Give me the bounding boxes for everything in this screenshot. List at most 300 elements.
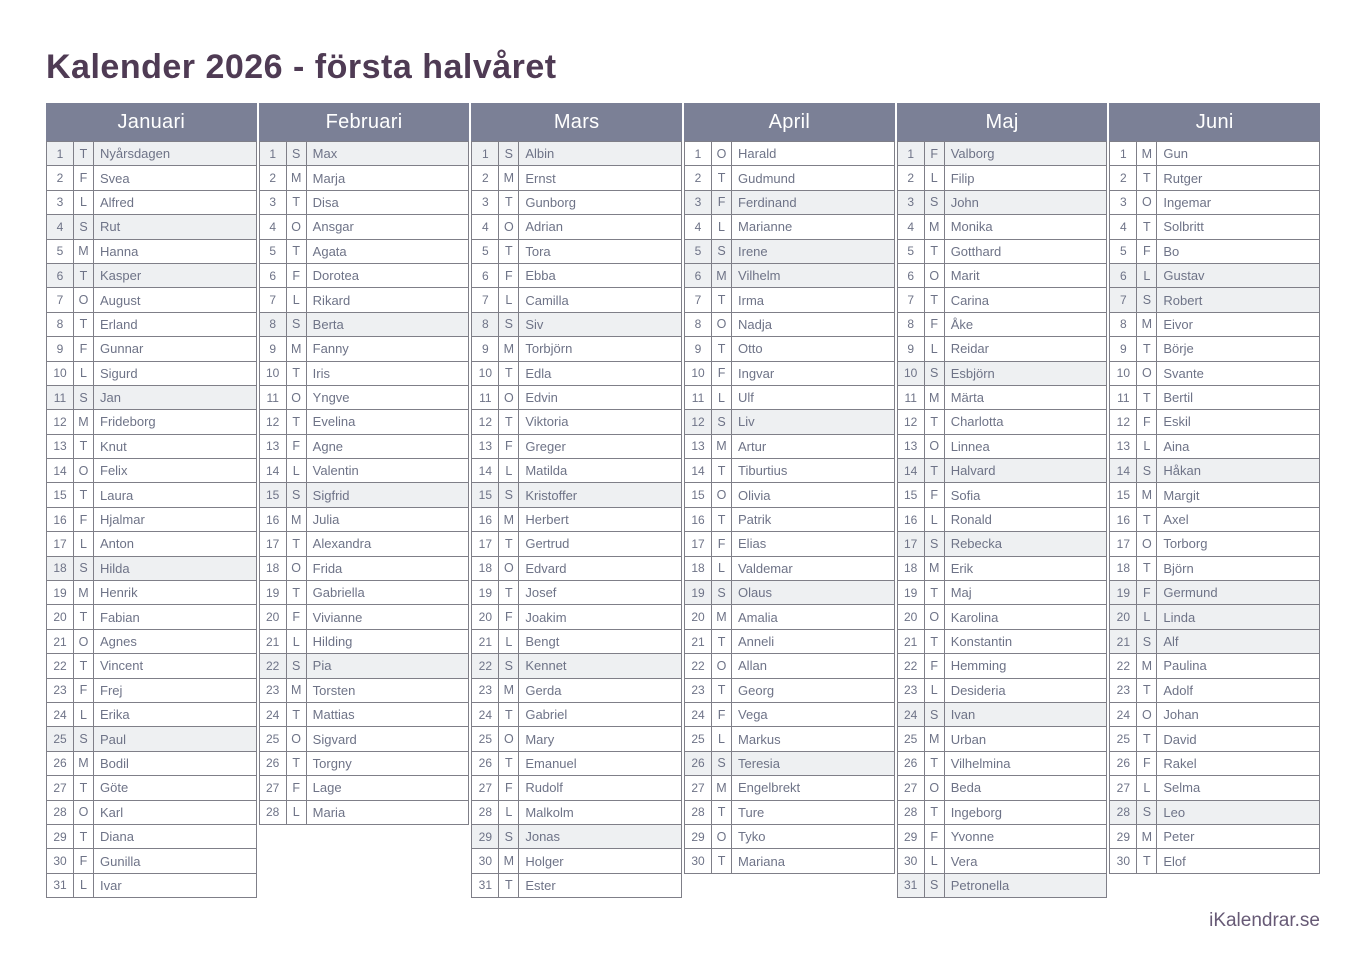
day-row	[259, 288, 469, 312]
day-row	[259, 166, 469, 190]
weekday-letter: T	[286, 410, 306, 434]
weekday-letter: O	[924, 263, 944, 287]
name-day-label: Agne	[306, 434, 469, 458]
name-day-label: Ferdinand	[732, 190, 895, 214]
day-row	[47, 678, 257, 702]
name-day-label: Hemming	[944, 654, 1107, 678]
name-day-label: Alf	[1157, 629, 1320, 653]
name-day-label: Karolina	[944, 605, 1107, 629]
day-row	[685, 434, 895, 458]
weekday-letter: O	[286, 385, 306, 409]
day-row	[897, 629, 1107, 653]
day-row	[1110, 337, 1320, 361]
weekday-letter: F	[286, 434, 306, 458]
day-number: 1	[1110, 142, 1137, 166]
day-number: 9	[472, 337, 499, 361]
day-number: 11	[259, 385, 286, 409]
weekday-letter: M	[924, 727, 944, 751]
weekday-letter: M	[712, 434, 732, 458]
name-day-label: Julia	[306, 507, 469, 531]
name-day-label: Adolf	[1157, 678, 1320, 702]
weekday-letter: L	[924, 678, 944, 702]
day-number: 4	[472, 215, 499, 239]
day-row	[1110, 605, 1320, 629]
day-row	[685, 532, 895, 556]
day-row	[685, 727, 895, 751]
weekday-letter: O	[1137, 532, 1157, 556]
weekday-letter: L	[499, 629, 519, 653]
day-number: 23	[685, 678, 712, 702]
weekday-letter: L	[712, 727, 732, 751]
name-day-label: Gudmund	[732, 166, 895, 190]
name-day-label: Rebecka	[944, 532, 1107, 556]
day-number: 4	[259, 215, 286, 239]
name-day-label: Frida	[306, 556, 469, 580]
day-row	[472, 776, 682, 800]
weekday-letter: M	[712, 776, 732, 800]
weekday-letter: L	[74, 702, 94, 726]
name-day-label: Konstantin	[944, 629, 1107, 653]
month-table	[259, 141, 470, 825]
day-row	[47, 654, 257, 678]
day-number: 17	[472, 532, 499, 556]
name-day-label: Harald	[732, 142, 895, 166]
name-day-label: Marit	[944, 263, 1107, 287]
day-number: 29	[1110, 824, 1137, 848]
name-day-label: Henrik	[94, 581, 257, 605]
weekday-letter: O	[74, 459, 94, 483]
day-row	[259, 532, 469, 556]
day-row	[1110, 385, 1320, 409]
weekday-letter: T	[286, 702, 306, 726]
name-day-label: Håkan	[1157, 459, 1320, 483]
name-day-label: Agata	[306, 239, 469, 263]
day-number: 21	[1110, 629, 1137, 653]
day-number: 11	[472, 385, 499, 409]
day-row	[472, 507, 682, 531]
day-number: 18	[1110, 556, 1137, 580]
weekday-letter: M	[712, 263, 732, 287]
weekday-letter: M	[286, 678, 306, 702]
weekday-letter: F	[286, 263, 306, 287]
day-row	[259, 556, 469, 580]
day-number: 26	[1110, 751, 1137, 775]
name-day-label: Valdemar	[732, 556, 895, 580]
day-number: 16	[472, 507, 499, 531]
day-row	[259, 385, 469, 409]
day-number: 3	[472, 190, 499, 214]
weekday-letter: S	[1137, 800, 1157, 824]
weekday-letter: T	[712, 629, 732, 653]
day-number: 21	[685, 629, 712, 653]
weekday-letter: T	[712, 166, 732, 190]
day-number: 30	[685, 849, 712, 873]
day-row	[47, 751, 257, 775]
day-row	[897, 849, 1107, 873]
name-day-label: Laura	[94, 483, 257, 507]
day-number: 10	[1110, 361, 1137, 385]
day-number: 22	[685, 654, 712, 678]
day-row	[47, 263, 257, 287]
name-day-label: Matilda	[519, 459, 682, 483]
weekday-letter: L	[74, 190, 94, 214]
day-number: 3	[897, 190, 924, 214]
name-day-label: Robert	[1157, 288, 1320, 312]
month-juni	[1109, 103, 1320, 898]
weekday-letter: T	[499, 702, 519, 726]
day-number: 10	[47, 361, 74, 385]
name-day-label: Irene	[732, 239, 895, 263]
weekday-letter: L	[924, 507, 944, 531]
day-row	[1110, 190, 1320, 214]
weekday-letter: T	[286, 532, 306, 556]
day-number: 19	[1110, 581, 1137, 605]
day-number: 6	[897, 263, 924, 287]
day-row	[47, 605, 257, 629]
name-day-label: Kennet	[519, 654, 682, 678]
day-row	[1110, 702, 1320, 726]
day-row	[259, 751, 469, 775]
name-day-label: Karl	[94, 800, 257, 824]
weekday-letter: L	[1137, 434, 1157, 458]
day-number: 24	[259, 702, 286, 726]
weekday-letter: T	[1137, 849, 1157, 873]
day-row	[259, 727, 469, 751]
weekday-letter: T	[712, 800, 732, 824]
day-number: 11	[685, 385, 712, 409]
day-row	[472, 800, 682, 824]
weekday-letter: T	[1137, 337, 1157, 361]
name-day-label: Rudolf	[519, 776, 682, 800]
day-number: 22	[47, 654, 74, 678]
day-number: 24	[472, 702, 499, 726]
day-row	[1110, 288, 1320, 312]
day-number: 26	[685, 751, 712, 775]
day-row	[259, 215, 469, 239]
day-number: 7	[1110, 288, 1137, 312]
day-number: 29	[47, 824, 74, 848]
weekday-letter: F	[499, 776, 519, 800]
weekday-letter: O	[74, 629, 94, 653]
name-day-label: Amalia	[732, 605, 895, 629]
name-day-label: Vera	[944, 849, 1107, 873]
weekday-letter: L	[924, 166, 944, 190]
weekday-letter: M	[286, 507, 306, 531]
day-number: 23	[1110, 678, 1137, 702]
name-day-label: Sofia	[944, 483, 1107, 507]
day-row	[1110, 312, 1320, 336]
day-row	[1110, 800, 1320, 824]
day-number: 30	[897, 849, 924, 873]
day-number: 28	[259, 800, 286, 824]
weekday-letter: F	[499, 605, 519, 629]
day-row	[897, 776, 1107, 800]
weekday-letter: T	[74, 776, 94, 800]
day-row	[259, 434, 469, 458]
name-day-label: Eivor	[1157, 312, 1320, 336]
name-day-label: Paul	[94, 727, 257, 751]
name-day-label: Maj	[944, 581, 1107, 605]
weekday-letter: F	[712, 361, 732, 385]
name-day-label: Ebba	[519, 263, 682, 287]
day-row	[472, 459, 682, 483]
day-number: 28	[1110, 800, 1137, 824]
weekday-letter: T	[499, 410, 519, 434]
day-number: 27	[1110, 776, 1137, 800]
day-number: 19	[259, 581, 286, 605]
day-number: 24	[685, 702, 712, 726]
day-row	[472, 215, 682, 239]
weekday-letter: F	[712, 702, 732, 726]
name-day-label: Alexandra	[306, 532, 469, 556]
name-day-label: Viktoria	[519, 410, 682, 434]
weekday-letter: M	[924, 215, 944, 239]
weekday-letter: L	[286, 800, 306, 824]
name-day-label: Erland	[94, 312, 257, 336]
weekday-letter: T	[74, 824, 94, 848]
day-number: 13	[472, 434, 499, 458]
name-day-label: Charlotta	[944, 410, 1107, 434]
day-number: 21	[897, 629, 924, 653]
day-row	[259, 337, 469, 361]
weekday-letter: L	[499, 288, 519, 312]
weekday-letter: M	[499, 337, 519, 361]
day-number: 13	[47, 434, 74, 458]
weekday-letter: T	[712, 337, 732, 361]
name-day-label: Olaus	[732, 581, 895, 605]
name-day-label: Ingeborg	[944, 800, 1107, 824]
name-day-label: Bodil	[94, 751, 257, 775]
weekday-letter: L	[74, 361, 94, 385]
weekday-letter: S	[286, 483, 306, 507]
weekday-letter: L	[499, 800, 519, 824]
day-row	[897, 532, 1107, 556]
weekday-letter: S	[74, 215, 94, 239]
name-day-label: Gunnar	[94, 337, 257, 361]
weekday-letter: F	[1137, 410, 1157, 434]
day-number: 17	[685, 532, 712, 556]
day-number: 29	[472, 824, 499, 848]
day-row	[472, 288, 682, 312]
day-number: 8	[259, 312, 286, 336]
day-row	[259, 507, 469, 531]
weekday-letter: M	[712, 605, 732, 629]
name-day-label: Hanna	[94, 239, 257, 263]
name-day-label: Albin	[519, 142, 682, 166]
day-number: 3	[259, 190, 286, 214]
day-row	[685, 312, 895, 336]
weekday-letter: T	[286, 581, 306, 605]
day-number: 26	[472, 751, 499, 775]
day-row	[47, 824, 257, 848]
day-row	[47, 873, 257, 897]
weekday-letter: S	[924, 361, 944, 385]
day-row	[685, 263, 895, 287]
name-day-label: Alfred	[94, 190, 257, 214]
name-day-label: Gabriella	[306, 581, 469, 605]
weekday-letter: L	[712, 385, 732, 409]
day-number: 5	[1110, 239, 1137, 263]
weekday-letter: S	[712, 581, 732, 605]
day-row	[472, 410, 682, 434]
day-row	[685, 556, 895, 580]
day-number: 29	[897, 824, 924, 848]
name-day-label: Ronald	[944, 507, 1107, 531]
day-number: 1	[47, 142, 74, 166]
weekday-letter: M	[286, 166, 306, 190]
day-number: 9	[897, 337, 924, 361]
day-row	[685, 654, 895, 678]
day-number: 7	[472, 288, 499, 312]
name-day-label: Petronella	[944, 873, 1107, 897]
day-row	[897, 434, 1107, 458]
name-day-label: Joakim	[519, 605, 682, 629]
day-row	[1110, 142, 1320, 166]
day-row	[685, 361, 895, 385]
name-day-label: Johan	[1157, 702, 1320, 726]
day-row	[897, 239, 1107, 263]
day-row	[472, 190, 682, 214]
day-number: 5	[897, 239, 924, 263]
day-row	[685, 190, 895, 214]
day-row	[47, 556, 257, 580]
weekday-letter: L	[74, 532, 94, 556]
name-day-label: Åke	[944, 312, 1107, 336]
day-number: 5	[259, 239, 286, 263]
name-day-label: Gunilla	[94, 849, 257, 873]
name-day-label: Siv	[519, 312, 682, 336]
day-number: 2	[259, 166, 286, 190]
day-number: 6	[47, 263, 74, 287]
day-row	[1110, 556, 1320, 580]
day-number: 30	[1110, 849, 1137, 873]
day-row	[472, 312, 682, 336]
month-mars	[471, 103, 682, 898]
weekday-letter: T	[286, 751, 306, 775]
day-row	[1110, 215, 1320, 239]
weekday-letter: S	[499, 824, 519, 848]
weekday-letter: T	[1137, 385, 1157, 409]
weekday-letter: S	[499, 483, 519, 507]
day-number: 26	[259, 751, 286, 775]
day-number: 28	[47, 800, 74, 824]
weekday-letter: L	[499, 459, 519, 483]
day-row	[259, 190, 469, 214]
day-number: 14	[1110, 459, 1137, 483]
day-row	[685, 483, 895, 507]
weekday-letter: F	[499, 434, 519, 458]
day-row	[259, 654, 469, 678]
name-day-label: Desideria	[944, 678, 1107, 702]
day-row	[1110, 824, 1320, 848]
name-day-label: Hilding	[306, 629, 469, 653]
name-day-label: Holger	[519, 849, 682, 873]
day-row	[472, 434, 682, 458]
weekday-letter: O	[924, 605, 944, 629]
weekday-letter: O	[712, 312, 732, 336]
weekday-letter: T	[924, 410, 944, 434]
calendar-grid	[46, 103, 1320, 898]
day-number: 19	[685, 581, 712, 605]
weekday-letter: O	[286, 727, 306, 751]
day-row	[1110, 751, 1320, 775]
weekday-letter: M	[924, 556, 944, 580]
name-day-label: Torsten	[306, 678, 469, 702]
name-day-label: Filip	[944, 166, 1107, 190]
day-row	[685, 824, 895, 848]
day-row	[47, 312, 257, 336]
name-day-label: Disa	[306, 190, 469, 214]
weekday-letter: M	[1137, 824, 1157, 848]
day-number: 8	[685, 312, 712, 336]
day-row	[685, 581, 895, 605]
name-day-label: Linnea	[944, 434, 1107, 458]
weekday-letter: L	[1137, 605, 1157, 629]
day-row	[1110, 507, 1320, 531]
day-row	[1110, 581, 1320, 605]
day-number: 14	[685, 459, 712, 483]
name-day-label: Fabian	[94, 605, 257, 629]
weekday-letter: S	[499, 312, 519, 336]
weekday-letter: T	[74, 434, 94, 458]
name-day-label: Herbert	[519, 507, 682, 531]
day-row	[47, 800, 257, 824]
weekday-letter: L	[924, 337, 944, 361]
day-number: 10	[259, 361, 286, 385]
weekday-letter: F	[924, 142, 944, 166]
name-day-label: Bengt	[519, 629, 682, 653]
day-number: 20	[472, 605, 499, 629]
day-row	[897, 142, 1107, 166]
weekday-letter: T	[499, 581, 519, 605]
day-number: 18	[685, 556, 712, 580]
weekday-letter: T	[712, 288, 732, 312]
day-row	[685, 385, 895, 409]
day-row	[472, 873, 682, 897]
weekday-letter: O	[712, 824, 732, 848]
day-number: 31	[472, 873, 499, 897]
name-day-label: Markus	[732, 727, 895, 751]
day-number: 18	[472, 556, 499, 580]
day-row	[47, 483, 257, 507]
day-row	[259, 410, 469, 434]
name-day-label: Erik	[944, 556, 1107, 580]
day-row	[259, 605, 469, 629]
name-day-label: Eskil	[1157, 410, 1320, 434]
weekday-letter: T	[924, 459, 944, 483]
weekday-letter: M	[286, 337, 306, 361]
name-day-label: Solbritt	[1157, 215, 1320, 239]
weekday-letter: F	[924, 312, 944, 336]
day-row	[897, 312, 1107, 336]
weekday-letter: L	[1137, 263, 1157, 287]
day-row	[259, 263, 469, 287]
day-row	[472, 142, 682, 166]
weekday-letter: T	[712, 849, 732, 873]
day-row	[1110, 629, 1320, 653]
name-day-label: August	[94, 288, 257, 312]
name-day-label: Mariana	[732, 849, 895, 873]
name-day-label: Rut	[94, 215, 257, 239]
weekday-letter: T	[499, 361, 519, 385]
day-row	[897, 337, 1107, 361]
name-day-label: Margit	[1157, 483, 1320, 507]
weekday-letter: O	[1137, 190, 1157, 214]
day-row	[47, 288, 257, 312]
day-number: 20	[1110, 605, 1137, 629]
weekday-letter: L	[712, 215, 732, 239]
day-number: 25	[472, 727, 499, 751]
